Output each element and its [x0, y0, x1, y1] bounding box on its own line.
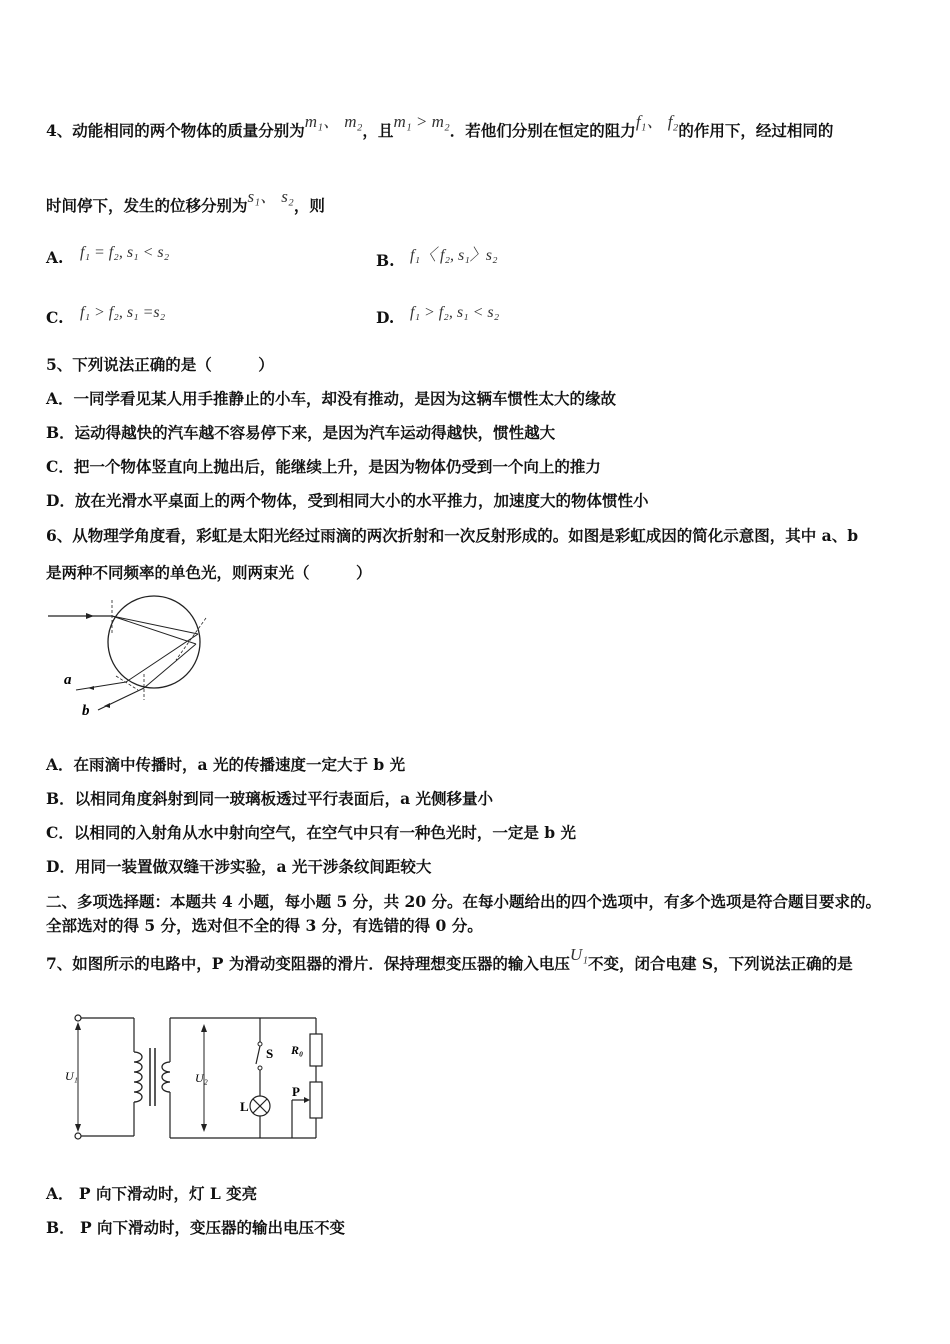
primary-coil — [134, 1052, 142, 1102]
label-a: a — [64, 672, 72, 688]
q5-option-a[interactable]: A．一同学看见某人用手推静止的小车，却没有推动，是因为这辆车惯性太大的缘故 — [46, 389, 617, 408]
label-r0: R₀ — [291, 1043, 304, 1057]
q6-option-c[interactable]: C．以相同的入射角从水中射向空气，在空气中只有一种色光时，一定是 b 光 — [46, 823, 576, 842]
ray-a — [76, 682, 126, 690]
q4-option-d[interactable]: D. f₁ > f₂, s₁ < s₂ — [376, 304, 500, 327]
q7-stem: 7、如图所示的电路中，P 为滑动变阻器的滑片．保持理想变压器的输入电压U₁不变，闭合电建 S，下列说法正确的是 — [46, 945, 853, 973]
section2-heading-line1: 二、多项选择题：本题共 4 小题，每小题 5 分，共 20 分。在每小题给出的四个选项中，有多个选项是符合题目要求的。 — [46, 892, 882, 911]
switch-s — [256, 1046, 260, 1064]
q4-option-b[interactable]: B. f₁〈 f₂, s₁〉s₂ — [376, 247, 498, 270]
q6-option-a[interactable]: A．在雨滴中传播时，a 光的传播速度一定大于 b 光 — [46, 755, 406, 774]
rainbow-raindrop-diagram — [46, 598, 226, 723]
incident-arrow — [86, 613, 94, 619]
q5-option-c[interactable]: C．把一个物体竖直向上抛出后，能继续上升，是因为物体仍受到一个向上的推力 — [46, 457, 601, 476]
q4-line2: 时间停下，发生的位移分别为s₁、 s₂，则 — [46, 187, 325, 215]
label-u2: U₂ — [195, 1071, 208, 1085]
label-l: L — [240, 1099, 249, 1114]
q4-option-c[interactable]: C. f₁ > f₂, s₁ =s₂ — [46, 304, 166, 327]
q6-stem-line1: 6、从物理学角度看，彩虹是太阳光经过雨滴的两次折射和一次反射形成的。如图是彩虹成因的简化示意图，其中 a、b — [46, 526, 859, 545]
label-p: P — [292, 1084, 300, 1099]
q6-stem-line2: 是两种不同频率的单色光，则两束光（ ） — [46, 563, 372, 582]
q5-option-b[interactable]: B．运动得越快的汽车越不容易停下来，是因为汽车运动得越快，惯性越大 — [46, 423, 556, 442]
q7-option-a[interactable]: A． P 向下滑动时，灯 L 变亮 — [46, 1184, 258, 1203]
s1-s2-symbols: s₁、 s₂ — [247, 187, 294, 206]
u1-symbol: U₁ — [569, 945, 589, 964]
q7-option-b[interactable]: B． P 向下滑动时，变压器的输出电压不变 — [46, 1218, 346, 1237]
transformer-circuit-diagram — [64, 1012, 344, 1142]
q6-option-d[interactable]: D．用同一装置做双缝干涉实验，a 光干涉条纹间距较大 — [46, 857, 432, 876]
slider-p — [304, 1097, 310, 1103]
q5-stem: 5、下列说法正确的是（ ） — [46, 355, 274, 374]
mass-relation: m₁ > m₂ — [393, 112, 450, 131]
q4-line1: 4、动能相同的两个物体的质量分别为m₁、 m₂，且m₁ > m₂．若他们分别在恒定的阻力f₁、 f₂的作用下，经过相同的 — [46, 112, 834, 140]
resistor-r0 — [310, 1034, 322, 1066]
q6-option-b[interactable]: B．以相同角度斜射到同一玻璃板透过平行表面后，a 光侧移量小 — [46, 789, 494, 808]
section2-heading-line2: 全部选对的得 5 分，选对但不全的得 3 分，有选错的得 0 分。 — [46, 916, 483, 935]
rheostat — [310, 1082, 322, 1118]
ray-b — [98, 688, 144, 710]
label-b: b — [82, 703, 90, 719]
f1-f2-symbols: f₁、 f₂ — [635, 112, 679, 131]
secondary-coil — [162, 1062, 170, 1092]
q5-option-d[interactable]: D．放在光滑水平桌面上的两个物体，受到相同大小的水平推力，加速度大的物体惯性小 — [46, 491, 649, 510]
label-s: S — [266, 1046, 274, 1061]
q4-option-a[interactable]: A. f₁ = f₂, s₁ < s₂ — [46, 244, 170, 267]
m1-m2-symbols: m₁、 m₂ — [304, 112, 363, 131]
label-u1: U₁ — [65, 1069, 78, 1083]
